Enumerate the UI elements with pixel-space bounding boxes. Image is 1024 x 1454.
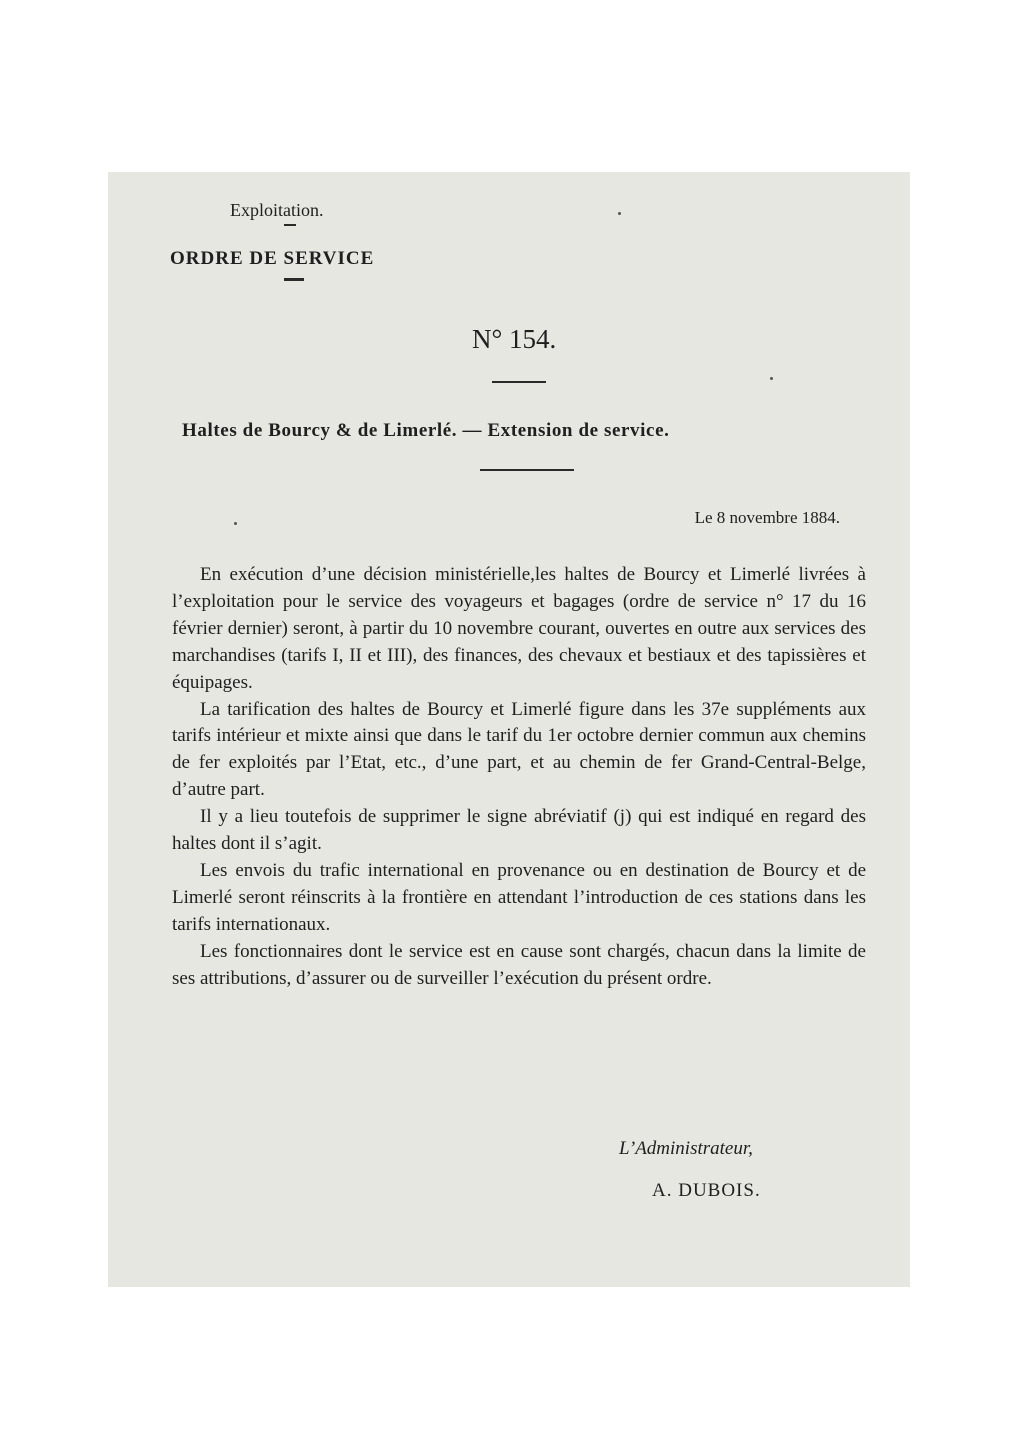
order-date: Le 8 novembre 1884. — [694, 508, 840, 527]
divider — [480, 469, 574, 471]
divider — [284, 224, 296, 226]
paragraph: En exécution d’une décision ministérielle,les haltes de Bourcy et Limerlé livrées à l’exploitation pour le service des voyageurs et bagages (ordre de service n° 17 du 16 février dernier) seront, à partir du 10 novembre courant, ouvertes en outre aux services des marchandises (tarifs I, II et III), des finances, des chevaux et bestiaux et des tapissières et équipages. — [172, 564, 866, 693]
order-body — [172, 562, 866, 993]
signoff: L’Administrateur, — [619, 1138, 753, 1159]
order-subject: Haltes de Bourcy & de Limerlé. — Extension de service. — [182, 420, 670, 441]
paragraph: Les fonctionnaires dont le service est en cause sont chargés, chacun dans la limite de ses attributions, d’assurer ou de surveiller l’exécution du présent ordre. — [172, 940, 866, 989]
paper-speck — [618, 212, 621, 215]
paragraph: La tarification des haltes de Bourcy et Limerlé figure dans les 37e suppléments aux tarifs intérieur et mixte ainsi que dans le tarif du 1er octobre dernier commun aux chemins de fer exploités par l’Etat, etc., d’une part, et au chemin de fer Grand-Central-Belge, d’autre part. — [172, 698, 866, 801]
order-number: N° 154. — [472, 324, 557, 354]
document-page — [108, 172, 910, 1287]
paragraph: Il y a lieu toutefois de supprimer le signe abréviatif (j) qui est indiqué en regard des haltes dont il s’agit. — [172, 806, 866, 855]
paragraph: Les envois du trafic international en provenance ou en destination de Bourcy et de Limerlé seront réinscrits à la frontière en attendant l’introduction de ces stations dans les tarifs internationaux. — [172, 859, 866, 935]
section-label: Exploitation. — [230, 200, 324, 220]
order-label: ORDRE DE SERVICE — [170, 248, 375, 269]
paper-speck — [770, 377, 773, 380]
divider — [284, 278, 304, 281]
divider — [492, 381, 546, 383]
paper-speck — [234, 522, 237, 525]
signer-name: A. DUBOIS. — [652, 1180, 761, 1201]
